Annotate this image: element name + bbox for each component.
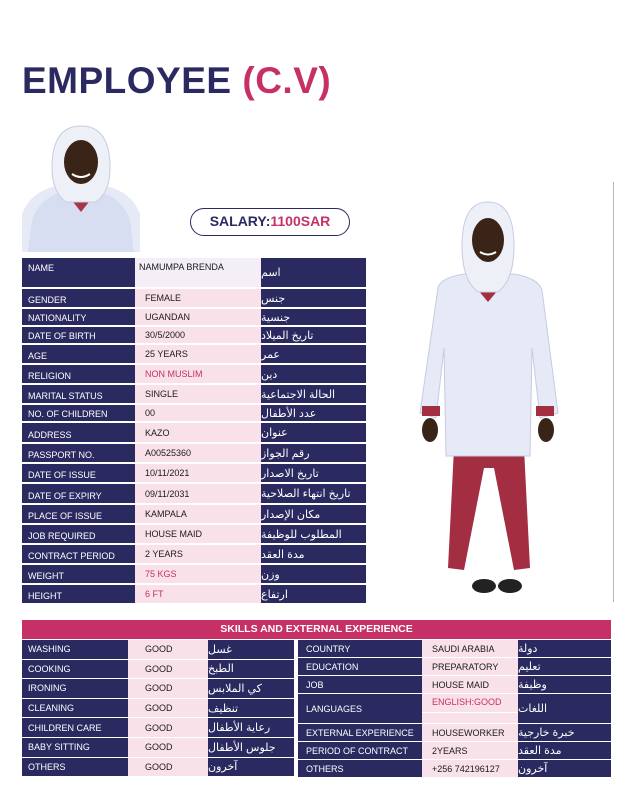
title-cv: (C.V) (242, 60, 332, 101)
experience-row (298, 742, 611, 760)
experience-arabic-label: آخرون (518, 760, 611, 777)
info-row (22, 505, 366, 525)
skills-header: SKILLS AND EXTERNAL EXPERIENCE (22, 620, 611, 639)
skill-level: GOOD (128, 718, 208, 737)
experience-label: COUNTRY (298, 640, 422, 657)
info-value: 6 FT (135, 585, 261, 603)
skill-label: CLEANING (22, 699, 128, 718)
info-value: SINGLE (135, 385, 261, 403)
info-row (22, 444, 366, 464)
experience-value: HOUSEWORKER (422, 724, 518, 741)
info-arabic-label: وزن (261, 565, 366, 583)
info-row (22, 289, 366, 309)
info-label: CONTRACT PERIOD (22, 545, 135, 563)
experience-label: PERIOD OF CONTRACT (298, 742, 422, 759)
skill-level: GOOD (128, 679, 208, 698)
salary-value: 1100SAR (270, 213, 331, 229)
info-label: AGE (22, 345, 135, 363)
info-arabic-label: جنسية (261, 309, 366, 325)
info-arabic-label: المطلوب للوظيفة (261, 525, 366, 543)
info-arabic-label: جنس (261, 289, 366, 307)
divider-line (613, 182, 614, 602)
info-label: JOB REQUIRED (22, 525, 135, 543)
experience-value: ENGLISH:GOOD (422, 694, 518, 723)
info-row (22, 464, 366, 484)
info-arabic-label: مكان الإصدار (261, 505, 366, 523)
employee-portrait-photo (22, 122, 140, 252)
info-label: NO. OF CHILDREN (22, 405, 135, 421)
experience-label: EDUCATION (298, 658, 422, 675)
experience-row (298, 760, 611, 778)
info-arabic-label: عمر (261, 345, 366, 363)
skill-label: WASHING (22, 640, 128, 659)
info-value: 25 YEARS (135, 345, 261, 363)
info-value: KAMPALA (135, 505, 261, 523)
salary-label: SALARY: (209, 213, 271, 229)
employee-fullbody-photo (418, 198, 560, 600)
info-label: HEIGHT (22, 585, 135, 603)
info-row (22, 565, 366, 585)
experience-arabic-label: دولة (518, 640, 611, 657)
skill-row (22, 640, 294, 660)
info-label: MARITAL STATUS (22, 385, 135, 403)
experience-arabic-label: تعليم (518, 658, 611, 675)
info-row (22, 484, 366, 505)
info-value: NON MUSLIM (135, 365, 261, 383)
info-row (22, 327, 366, 345)
skill-arabic-label: غسل (208, 640, 294, 659)
skill-row (22, 758, 294, 778)
info-arabic-label: تاريخ الميلاد (261, 327, 366, 343)
experience-row (298, 658, 611, 676)
info-arabic-label: عدد الأطفال (261, 405, 366, 421)
info-label: PASSPORT NO. (22, 444, 135, 462)
skill-arabic-label: تنظيف (208, 699, 294, 718)
skill-arabic-label: رعاية الأطفال (208, 718, 294, 737)
info-arabic-label: تاريخ الاصدار (261, 464, 366, 482)
skill-row (22, 699, 294, 719)
info-value: UGANDAN (135, 309, 261, 325)
skill-arabic-label: جلوس الأطفال (208, 738, 294, 757)
info-row (22, 423, 366, 444)
experience-arabic-label: مدة العقد (518, 742, 611, 759)
info-value: A00525360 (135, 444, 261, 462)
info-arabic-label: مدة العقد (261, 545, 366, 563)
skill-arabic-label: آخرون (208, 758, 294, 777)
info-label: NATIONALITY (22, 309, 135, 325)
skill-level: GOOD (128, 640, 208, 659)
skill-row (22, 738, 294, 758)
info-value: HOUSE MAID (135, 525, 261, 543)
experience-value: +256 742196127 (422, 760, 518, 777)
experience-value: 2YEARS (422, 742, 518, 759)
skill-label: OTHERS (22, 758, 128, 777)
info-value: 75 KGS (135, 565, 261, 583)
experience-row (298, 640, 611, 658)
title-employee: EMPLOYEE (22, 60, 232, 101)
experience-arabic-label: خبرة خارجية (518, 724, 611, 741)
experience-row (298, 676, 611, 694)
info-label: GENDER (22, 289, 135, 307)
salary-badge (190, 208, 350, 236)
info-row (22, 345, 366, 365)
experience-arabic-label: وظيفة (518, 676, 611, 693)
info-label: DATE OF ISSUE (22, 464, 135, 482)
skill-label: BABY SITTING (22, 738, 128, 757)
skill-label: CHILDREN CARE (22, 718, 128, 737)
info-value: 10/11/2021 (135, 464, 261, 482)
info-row (22, 585, 366, 605)
experience-value: PREPARATORY (422, 658, 518, 675)
info-arabic-label: دين (261, 365, 366, 383)
skill-row (22, 679, 294, 699)
info-label: PLACE OF ISSUE (22, 505, 135, 523)
skill-row (22, 660, 294, 680)
info-row (22, 258, 366, 289)
info-arabic-label: اسم (261, 258, 366, 287)
skill-row (22, 718, 294, 738)
personal-info-table (22, 258, 366, 605)
skill-arabic-label: كي الملابس (208, 679, 294, 698)
info-row (22, 545, 366, 565)
page-title (22, 60, 331, 102)
info-label: ADDRESS (22, 423, 135, 442)
info-label: RELIGION (22, 365, 135, 383)
info-row (22, 309, 366, 327)
info-label: DATE OF BIRTH (22, 327, 135, 343)
info-arabic-label: رقم الجواز (261, 444, 366, 462)
info-label: NAME (22, 258, 135, 287)
info-value: 2 YEARS (135, 545, 261, 563)
skill-label: IRONING (22, 679, 128, 698)
info-arabic-label: الحالة الاجتماعية (261, 385, 366, 403)
experience-label: LANGUAGES (298, 694, 422, 723)
info-arabic-label: تاريخ انتهاء الصلاحية (261, 484, 366, 503)
experience-row (298, 694, 611, 724)
info-value: 00 (135, 405, 261, 421)
experience-value: SAUDI ARABIA (422, 640, 518, 657)
skill-level: GOOD (128, 738, 208, 757)
experience-table (298, 640, 611, 778)
info-row (22, 365, 366, 385)
skills-table (22, 640, 294, 777)
info-row (22, 525, 366, 545)
info-value: KAZO (135, 423, 261, 442)
info-value: FEMALE (135, 289, 261, 307)
experience-arabic-label: اللغات (518, 694, 611, 723)
experience-label: OTHERS (298, 760, 422, 777)
info-value: NAMUMPA BRENDA (135, 258, 261, 287)
info-label: DATE OF EXPIRY (22, 484, 135, 503)
experience-value: HOUSE MAID (422, 676, 518, 693)
info-arabic-label: ارتفاع (261, 585, 366, 603)
skill-level: GOOD (128, 660, 208, 679)
info-arabic-label: عنوان (261, 423, 366, 442)
info-value: 30/5/2000 (135, 327, 261, 343)
experience-label: JOB (298, 676, 422, 693)
info-row (22, 405, 366, 423)
experience-row (298, 724, 611, 742)
skill-label: COOKING (22, 660, 128, 679)
experience-label: EXTERNAL EXPERIENCE (298, 724, 422, 741)
skill-level: GOOD (128, 758, 208, 777)
info-value: 09/11/2031 (135, 484, 261, 503)
info-label: WEIGHT (22, 565, 135, 583)
skill-level: GOOD (128, 699, 208, 718)
skill-arabic-label: الطبخ (208, 660, 294, 679)
info-row (22, 385, 366, 405)
